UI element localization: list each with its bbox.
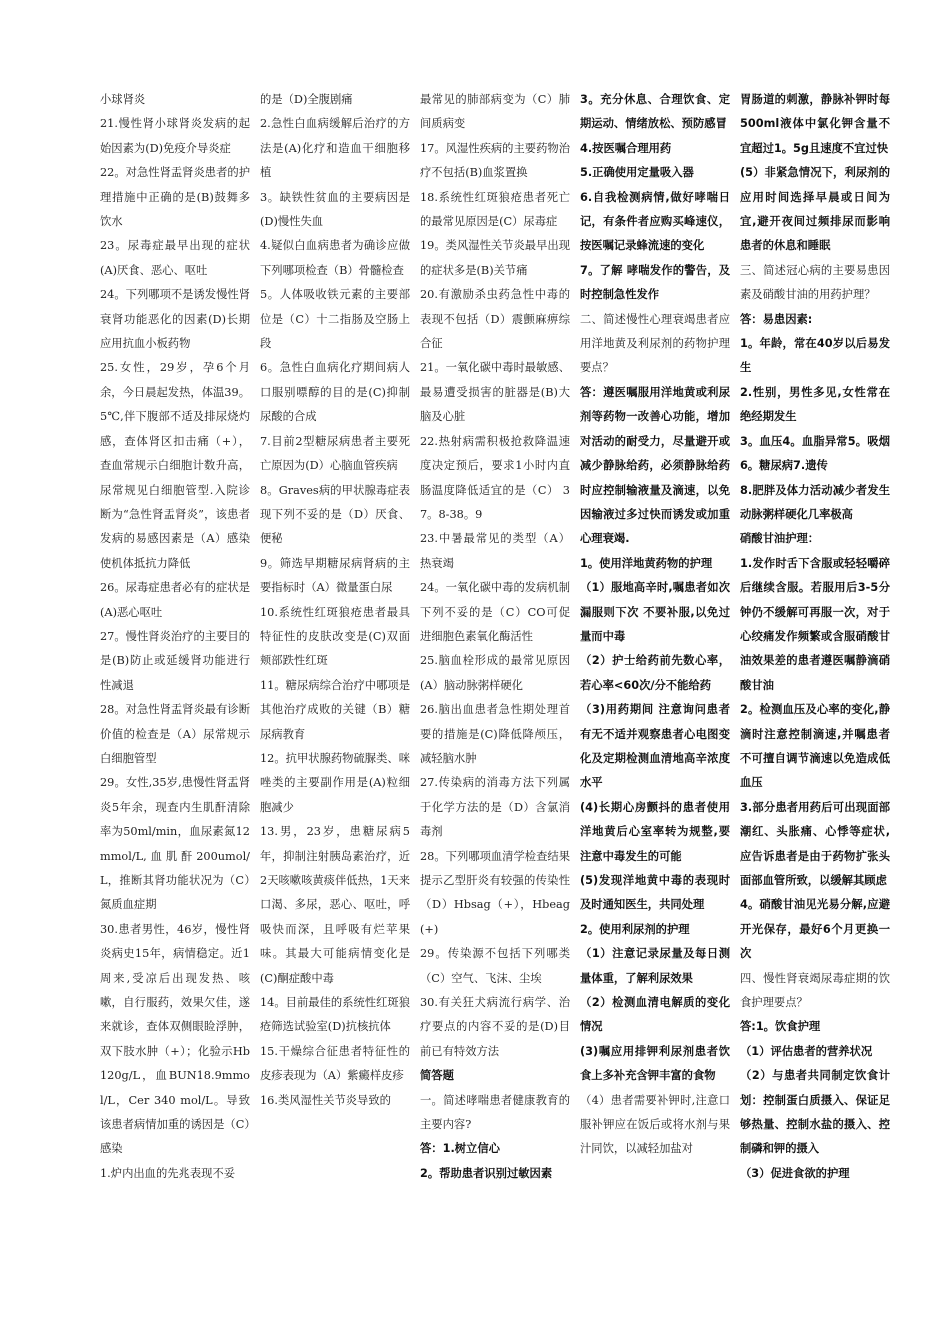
paragraph: 1。使用洋地黄药物的护理 [580,556,713,570]
paragraph: 二、简述慢性心理衰竭患者应用洋地黄及利尿剂的药物护理要点？ [580,312,730,375]
paragraph: 27。慢性肾炎治疗的主要目的是(B)防止或延缓肾功能进行性减退 [100,629,250,692]
paragraph: 30.有关狂犬病流行病学、治疗要点的内容不妥的是(D)目前已有特效方法 [420,996,570,1058]
paragraph: 28。对急性肾盂肾炎最有诊断价值的检查是（A）尿常规示白细胞管型 [100,703,250,765]
paragraph: 29。女性,35岁,患慢性肾盂肾炎5年余，现查内生肌酐清除率为50ml/min，血尿素氮12mmol/L,血肌酐200umol/L，推断其肾功能状况为（C）氮质血症期 [100,776,250,912]
paragraph: 30.患者男性，46岁，慢性肾炎病史15年，病情稳定。近1周来,受凉后出现发热、咳嗽，自行服药，效果欠佳，遂来就诊，查体双侧眼睑浮肿，双下肢水肿（+）；化验示Hb 120g/L，血BUN18.9mmol/L，Cer 340 mol/L。导致该患者病情加重的诱因是（C）感染 [100,922,250,1156]
paragraph: 7.目前2型糖尿病患者主要死亡原因为(D）心脑血管疾病 [260,434,410,473]
paragraph: 17。风湿性疾病的主要药物治疗不包括(B)血浆置换 [420,141,570,180]
paragraph: 6。急性白血病化疗期间病人口服别嘌醇的目的是(C)抑制尿酸的合成 [260,361,410,424]
paragraph: 8。Graves病的甲状腺毒症表现下列不妥的是（D）厌食、便秘 [260,483,410,546]
paragraph: 一。简述哮喘患者健康教育的主要内容? [420,1093,570,1132]
paragraph: 1。年龄，常在40岁以后易发生 [740,337,890,375]
paragraph: 1.发作时舌下含服或轻轻嚼碎后继续含服。若服用后3-5分钟仍不缓解可再服一次，对于心绞痛发作频繁或含服硝酸甘油效果差的患者遵医嘱静滴硝酸甘油 [740,556,890,692]
paragraph: 2.急性白血病缓解后治疗的方法是(A)化疗和造血干细胞移植 [260,117,410,180]
paragraph: （1）服地高辛时,嘱患者如次漏服则下次 不要补服,以免过量而中毒 [580,581,730,643]
paragraph: 26。尿毒症患者必有的症状是(A)恶心呕吐 [100,581,250,619]
paragraph: 12。抗甲状腺药物硫脲类、咪唑类的主要副作用是(A)粒细胞减少 [260,751,410,814]
paragraph: (5)发现洋地黄中毒的表现时及时通知医生，共同处理 [580,874,730,912]
paragraph: 11。糖尿病综合治疗中哪项是其他治疗成败的关键（B）糖尿病教育 [260,678,410,741]
paragraph: （3)用药期间 注意询问患者有无不适并观察患者心电图变化及定期检测血清地高辛浓度水平 [580,703,730,790]
paragraph: （4）患者需要补钾时,注意口服补钾应在饭后或将水剂与果汁同饮，以减轻加盐对 [580,1093,730,1156]
paragraph: 答:1。饮食护理 [740,1020,821,1034]
paragraph: 5。人体吸收铁元素的主要部位是（C）十二指肠及空肠上段 [260,288,410,351]
paragraph: 23。尿毒症最早出现的症状(A)厌食、恶心、呕吐 [100,239,250,277]
paragraph: （2）护士给药前先数心率，若心率<60次/分不能给药 [580,654,730,692]
paragraph: 的是（D)全腹剧痛 [260,93,353,106]
paragraph: 胃肠道的刺激，静脉补钾时每500ml液体中氯化钾含量不宜超过1。5g且速度不宜过快 [740,93,890,155]
text-column-1 [100,88,250,1288]
text-column-5 [740,88,890,1288]
paragraph: 最常见的肺部病变为（C）肺间质病变 [420,93,570,131]
paragraph: (5）非紧急情况下，利尿剂的应用时间选择早晨或日间为宜,避开夜间过频排尿而影响患者的休息和睡眠 [740,166,890,253]
paragraph: 答：遵医嘱服用洋地黄或利尿剂等药物一改善心功能，增加对活动的耐受力，尽量避开或减少静脉给药，必须静脉给药时应控制输液量及滴速，以免因输液过多过快而诱发或加重心理衰竭. [580,385,730,546]
paragraph: 26.脑出血患者急性期处理首要的措施是(C)降低降颅压，减轻脑水肿 [420,703,570,765]
paragraph: 2.性别，男性多见,女性常在绝经期发生 [740,385,890,424]
paragraph: 24。下列哪项不是诱发慢性肾衰肾功能恶化的因素(D)长期应用抗血小板药物 [100,288,250,351]
paragraph: 简答题 [420,1069,454,1083]
text-column-3 [420,88,570,1288]
paragraph: （3）促进食欲的护理 [740,1166,850,1180]
text-column-2 [260,88,410,1288]
paragraph: 15.干燥综合征患者特征性的皮疹表现为（A）紫癜样皮疹 [260,1044,410,1083]
paragraph: 2。使用利尿剂的护理 [580,922,690,936]
paragraph: 23.中暑最常见的类型（A）热衰竭 [420,532,570,570]
paragraph: （1）注意记录尿量及每日测量体重，了解利尿效果 [580,947,730,985]
paragraph: 22。对急性肾盂肾炎患者的护理措施中正确的是(B)鼓舞多饮水 [100,166,250,229]
paragraph: (3)嘱应用排钾利尿剂患者饮食上多补充含钾丰富的食物 [580,1044,730,1083]
paragraph: 20.有激励杀虫药急性中毒的表现不包括（D）震颤麻痹综合征 [420,288,570,351]
paragraph: （1）评估患者的营养状况 [740,1044,873,1058]
paragraph: 4。硝酸甘油见光易分解,应避开光保存，最好6个月更换一次 [740,898,890,961]
paragraph: 5.正确使用定量吸入器 [580,166,694,180]
paragraph: 四、慢性肾衰竭尿毒症期的饮食护理要点？ [740,971,890,1010]
paragraph: 1.炉内出血的先兆表现不妥 [100,1166,236,1180]
paragraph: 6.自我检测病情,做好哮喘日记，有条件者应购买峰速仪，按医嘱记录蜂流速的变化 [580,190,730,253]
paragraph: 7。了解 哮喘发作的警告，及时控制急性发作 [580,263,730,302]
paragraph: 21。一氧化碳中毒时最敏感、最易遭受损害的脏器是(B)大脑及心脏 [420,361,570,424]
paragraph: 2。帮助患者识别过敏因素 [420,1166,553,1180]
paragraph: 4.按医嘱合理用药 [580,141,672,155]
paragraph: 13.男，23岁，患糖尿病5年，抑制注射胰岛素治疗，近2天咳嗽咳黄痰伴低热，1天来口渴、多尿，恶心、呕吐，呼吸快而深，且呼吸有烂苹果味。其最大可能病情变化是(C)酮症酸中毒 [260,825,410,985]
paragraph: 19。类风湿性关节炎最早出现的症状多是(B)关节痛 [420,239,570,277]
paragraph: 3。血压4。血脂异常5。吸烟6。糖尿病7.遗传 [740,434,890,473]
paragraph: 8.肥胖及体力活动减少者发生动脉粥样硬化几率极高 [740,483,890,521]
paragraph: 14。目前最佳的系统性红斑狼疮筛选试验室(D)抗核抗体 [260,996,410,1034]
paragraph: 22.热射病需积极抢救降温速度决定预后，要求1小时内直肠温度降低适宜的是（C） 37。8-38。9 [420,434,570,521]
document-page [100,88,890,1288]
paragraph: 硝酸甘油护理： [740,532,820,546]
paragraph: 3。缺铁性贫血的主要病因是(D)慢性失血 [260,190,410,229]
paragraph: 25.脑血栓形成的最常见原因(A）脑动脉粥样硬化 [420,654,570,692]
paragraph: (4)长期心房颤抖的患者使用洋地黄后心室率转为规整,要注意中毒发生的可能 [580,800,730,863]
paragraph: （2）检测血清电解质的变化情况 [580,996,730,1034]
paragraph: 24。一氧化碳中毒的发病机制下列不妥的是（C）CO可促进细胞色素氧化酶活性 [420,581,570,643]
paragraph: 29。传染源不包括下列哪类（C）空气、飞沫、尘埃 [420,947,570,985]
paragraph: 18.系统性红斑狼疮患者死亡的最常见原因是(C）尿毒症 [420,190,570,229]
paragraph: 答：1.树立信心 [420,1142,500,1156]
paragraph: 9。筛选早期糖尿病肾病的主要指标时（A）微量蛋白尿 [260,556,410,595]
paragraph: 3.部分患者用药后可出现面部潮红、头胀痛、心悸等症状,应告诉患者是由于药物扩张头面部血管所致，以缓解其顾虑 [740,800,890,887]
paragraph: 28。下列哪项血清学检查结果提示乙型肝炎有较强的传染性（D）Hbsag（+），Hbeag(+) [420,849,570,936]
paragraph: 10.系统性红斑狼疮患者最具特征性的皮肤改变是(C)双面颊部跌性红斑 [260,605,410,668]
paragraph: 答：易患因素: [740,312,813,326]
paragraph: 27.传染病的消毒方法下列属于化学方法的是（D）含氯消毒剂 [420,776,570,839]
text-column-4 [580,88,730,1288]
paragraph: 16.类风湿性关节炎导致的 [260,1093,391,1107]
paragraph: 21.慢性肾小球肾炎发病的起始因素为(D)免疫介导炎症 [100,117,250,155]
paragraph: 4.疑似白血病患者为确诊应做下列哪项检查（B）骨髓检查 [260,239,410,277]
paragraph: 三、简述冠心病的主要易患因素及硝酸甘油的用药护理？ [740,263,890,302]
paragraph: 3。充分休息、合理饮食、定期运动、情绪放松、预防感冒 [580,93,730,131]
paragraph: （2）与患者共同制定饮食计划：控制蛋白质摄入、保证足够热量、控制水盐的摄入、控制磷和钾的摄入 [740,1069,890,1156]
paragraph: 小球肾炎 [100,93,146,106]
paragraph: 25.女性，29岁，孕6个月余，今日晨起发热，体温39。5℃,伴下腹部不适及排尿烧灼感，查体肾区扣击痛（+），查血常规示白细胞计数升高，尿常规见白细胞管型.入院诊断为“急性肾盂肾炎”，该患者发病的易感因素是（A）感染使机体抵抗力降低 [100,361,250,570]
paragraph: 2。检测血压及心率的变化,静滴时注意控制滴速,并嘱患者不可擅自调节滴速以免造成低血压 [740,703,890,790]
